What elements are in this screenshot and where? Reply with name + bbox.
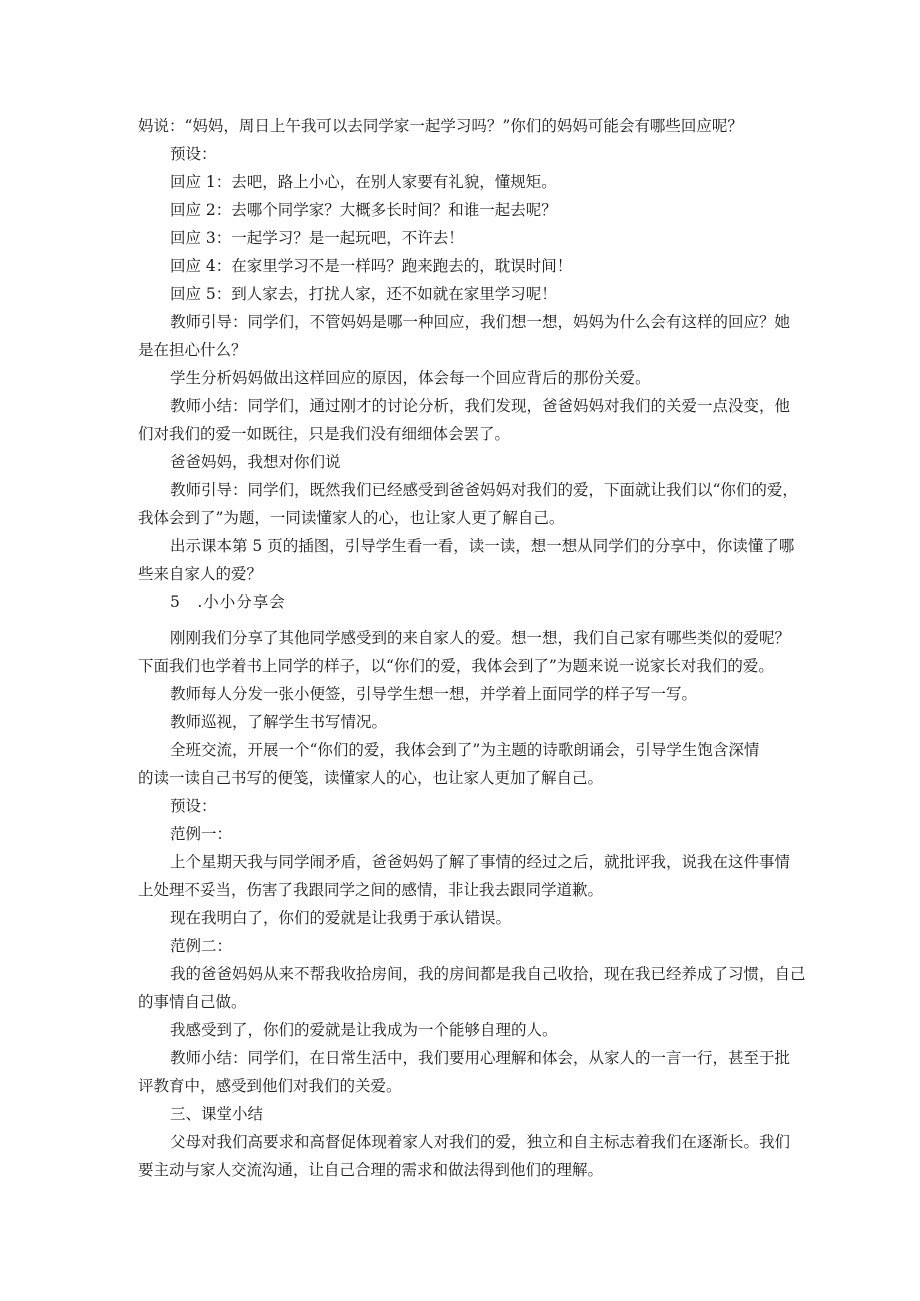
teacher-guide-line: 是在担心什么？	[138, 341, 247, 359]
text-line-continuation: 妈说：“妈妈，周日上午我可以去同学家一起学习吗？”你们的妈妈可能会有哪些回应呢？	[138, 117, 743, 135]
class-summary-line: 要主动与家人交流沟通，让自己合理的需求和做法得到他们的理解。	[138, 1161, 604, 1179]
sharing-paragraph-line: 刚刚我们分享了其他同学感受到的来自家人的爱。想一想，我们自己家有哪些类似的爱呢？	[170, 629, 791, 647]
example-2-label: 范例二：	[170, 937, 233, 955]
example-1-line: 上个星期天我与同学闹矛盾，爸爸妈妈了解了事情的经过之后，就批评我，说我在这件事情	[170, 853, 791, 871]
section-subtitle: 爸爸妈妈，我想对你们说	[170, 453, 341, 471]
example-1-conclusion: 现在我明白了，你们的爱就是让我勇于承认错误。	[170, 909, 512, 927]
teacher-guide-line: 教师引导：同学们，既然我们已经感受到爸爸妈妈对我们的爱，下面就让我们以“你们的爱，	[170, 481, 798, 499]
response-1: 回应 1：去吧，路上小心，在别人家要有礼貌，懂规矩。	[170, 173, 557, 191]
section-heading: 5 .小小分享会	[170, 593, 286, 611]
example-2-line: 我的爸爸妈妈从来不帮我收拾房间，我的房间都是我自己收拾，现在我已经养成了习惯，自己	[170, 965, 806, 983]
class-summary-line: 父母对我们高要求和高督促体现着家人对我们的爱，独立和自主标志着我们在逐渐长。我们	[170, 1133, 791, 1151]
teacher-patrol: 教师巡视，了解学生书写情况。	[170, 713, 388, 731]
teacher-summary-line: 评教育中，感受到他们对我们的关爱。	[138, 1077, 402, 1095]
teacher-guide-line: 教师引导：同学们，不管妈妈是哪一种回应，我们想一想，妈妈为什么会有这样的回应？她	[170, 313, 791, 331]
teacher-note-distribution: 教师每人分发一张小便签，引导学生想一想，并学着上面同学的样子写一写。	[170, 685, 698, 703]
preset-label: 预设：	[170, 145, 217, 163]
class-exchange-line: 的读一读自己书写的便笺，读懂家人的心，也让家人更加了解自己。	[138, 769, 604, 787]
response-3: 回应 3：一起学习？是一起玩吧，不许去！	[170, 229, 464, 247]
example-2-conclusion: 我感受到了，你们的爱就是让我成为一个能够自理的人。	[170, 1021, 558, 1039]
student-analysis: 学生分析妈妈做出这样回应的原因，体会每一个回应背后的那份关爱。	[170, 369, 651, 387]
textbook-illustration-line: 些来自家人的爱？	[138, 565, 263, 583]
example-1-line: 上处理不妥当，伤害了我跟同学之间的感情，非让我去跟同学道歉。	[138, 881, 604, 899]
preset-label: 预设：	[170, 797, 217, 815]
teacher-guide-line: 我体会到了”为题，一同读懂家人的心，也让家人更了解自己。	[138, 509, 565, 527]
response-5: 回应 5：到人家去，打扰人家，还不如就在家里学习呢！	[170, 285, 557, 303]
section-heading: 三、课堂小结	[170, 1105, 264, 1123]
teacher-summary-line: 教师小结：同学们，在日常生活中，我们要用心理解和体会，从家人的一言一行，甚至于批	[170, 1049, 791, 1067]
response-2: 回应 2：去哪个同学家？大概多长时间？和谁一起去呢？	[170, 201, 557, 219]
sharing-paragraph-line: 下面我们也学着书上同学的样子，以“你们的爱，我体会到了”为题来说一说家长对我们的爱。	[138, 657, 774, 675]
teacher-summary-line: 们对我们的爱一如既往，只是我们没有细细体会罢了。	[138, 425, 511, 443]
example-1-label: 范例一：	[170, 825, 233, 843]
response-4: 回应 4：在家里学习不是一样吗？跑来跑去的，耽误时间！	[170, 257, 573, 275]
class-exchange-line: 全班交流，开展一个“你们的爱，我体会到了”为主题的诗歌朗诵会，引导学生饱含深情	[170, 741, 760, 759]
example-2-line: 的事情自己做。	[138, 993, 247, 1011]
teacher-summary-line: 教师小结：同学们，通过刚才的讨论分析，我们发现，爸爸妈妈对我们的关爱一点没变，他	[170, 397, 791, 415]
textbook-illustration-line: 出示课本第 5 页的插图，引导学生看一看，读一读，想一想从同学们的分享中，你读懂了哪	[170, 537, 795, 555]
